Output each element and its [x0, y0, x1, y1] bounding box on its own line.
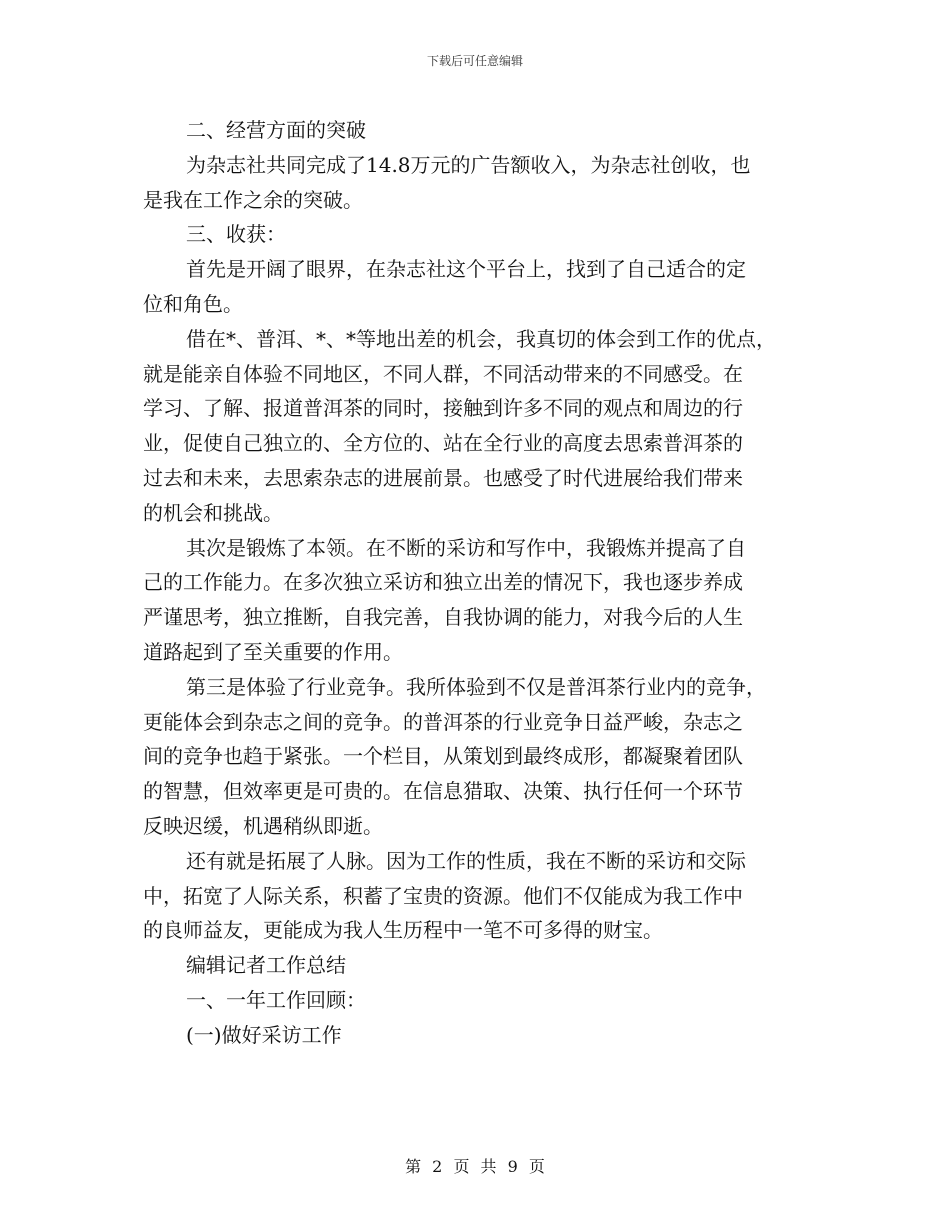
- text-line: 三、收获：: [186, 222, 286, 247]
- text-line: 更能体会到杂志之间的竞争。的普洱茶的行业竞争日益严峻，杂志之: [143, 709, 743, 734]
- page-number: 第 2 页 共 9 页: [405, 1157, 545, 1176]
- text-line: 学习、了解、报道普洱茶的同时，接触到许多不同的观点和周边的行: [143, 396, 743, 421]
- text-line: 第三是体验了行业竞争。我所体验到不仅是普洱茶行业内的竞争，: [186, 674, 766, 699]
- text-line: 中，拓宽了人际关系，积蓄了宝贵的资源。他们不仅能成为我工作中: [143, 883, 743, 908]
- text-line: 间的竞争也趋于紧张。一个栏目，从策划到最终成形，都凝聚着团队: [143, 744, 743, 769]
- download-note: 下载后可任意编辑: [426, 54, 523, 68]
- text-line: 就是能亲自体验不同地区，不同人群，不同活动带来的不同感受。在: [143, 361, 743, 386]
- text-line: 过去和未来，去思索杂志的进展前景。也感受了时代进展给我们带来: [143, 465, 743, 490]
- text-line: (一)做好采访工作: [186, 1022, 342, 1047]
- text-line: 其次是锻炼了本领。在不断的采访和写作中，我锻炼并提高了自: [186, 535, 746, 560]
- text-line: 一、一年工作回顾：: [186, 987, 366, 1012]
- text-line: 道路起到了至关重要的作用。: [143, 639, 403, 664]
- text-line: 首先是开阔了眼界，在杂志社这个平台上，找到了自己适合的定: [186, 257, 746, 282]
- document-body: [143, 113, 803, 1053]
- text-line: 己的工作能力。在多次独立采访和独立出差的情况下，我也逐步养成: [143, 570, 743, 595]
- text-line: 位和角色。: [143, 291, 243, 316]
- text-line: 的智慧，但效率更是可贵的。在信息猎取、决策、执行任何一个环节: [143, 779, 743, 804]
- text-line: 二、经营方面的突破: [186, 118, 366, 142]
- text-line: 借在*、普洱、*、*等地出差的机会，我真切的体会到工作的优点，: [186, 326, 776, 351]
- text-line: 为杂志社共同完成了14.8万元的广告额收入，为杂志社创收，也: [186, 152, 751, 177]
- text-line: 的机会和挑战。: [143, 500, 283, 525]
- text-line: 还有就是拓展了人脉。因为工作的性质，我在不断的采访和交际: [186, 848, 746, 873]
- text-line: 是我在工作之余的突破。: [143, 187, 363, 212]
- text-line: 严谨思考，独立推断，自我完善，自我协调的能力，对我今后的人生: [143, 605, 743, 630]
- text-line: 反映迟缓，机遇稍纵即逝。: [143, 813, 383, 838]
- text-line: 的良师益友，更能成为我人生历程中一笔不可多得的财宝。: [143, 918, 663, 943]
- text-line: 编辑记者工作总结: [186, 953, 346, 978]
- text-line: 业，促使自己独立的、全方位的、站在全行业的高度去思索普洱茶的: [143, 431, 743, 456]
